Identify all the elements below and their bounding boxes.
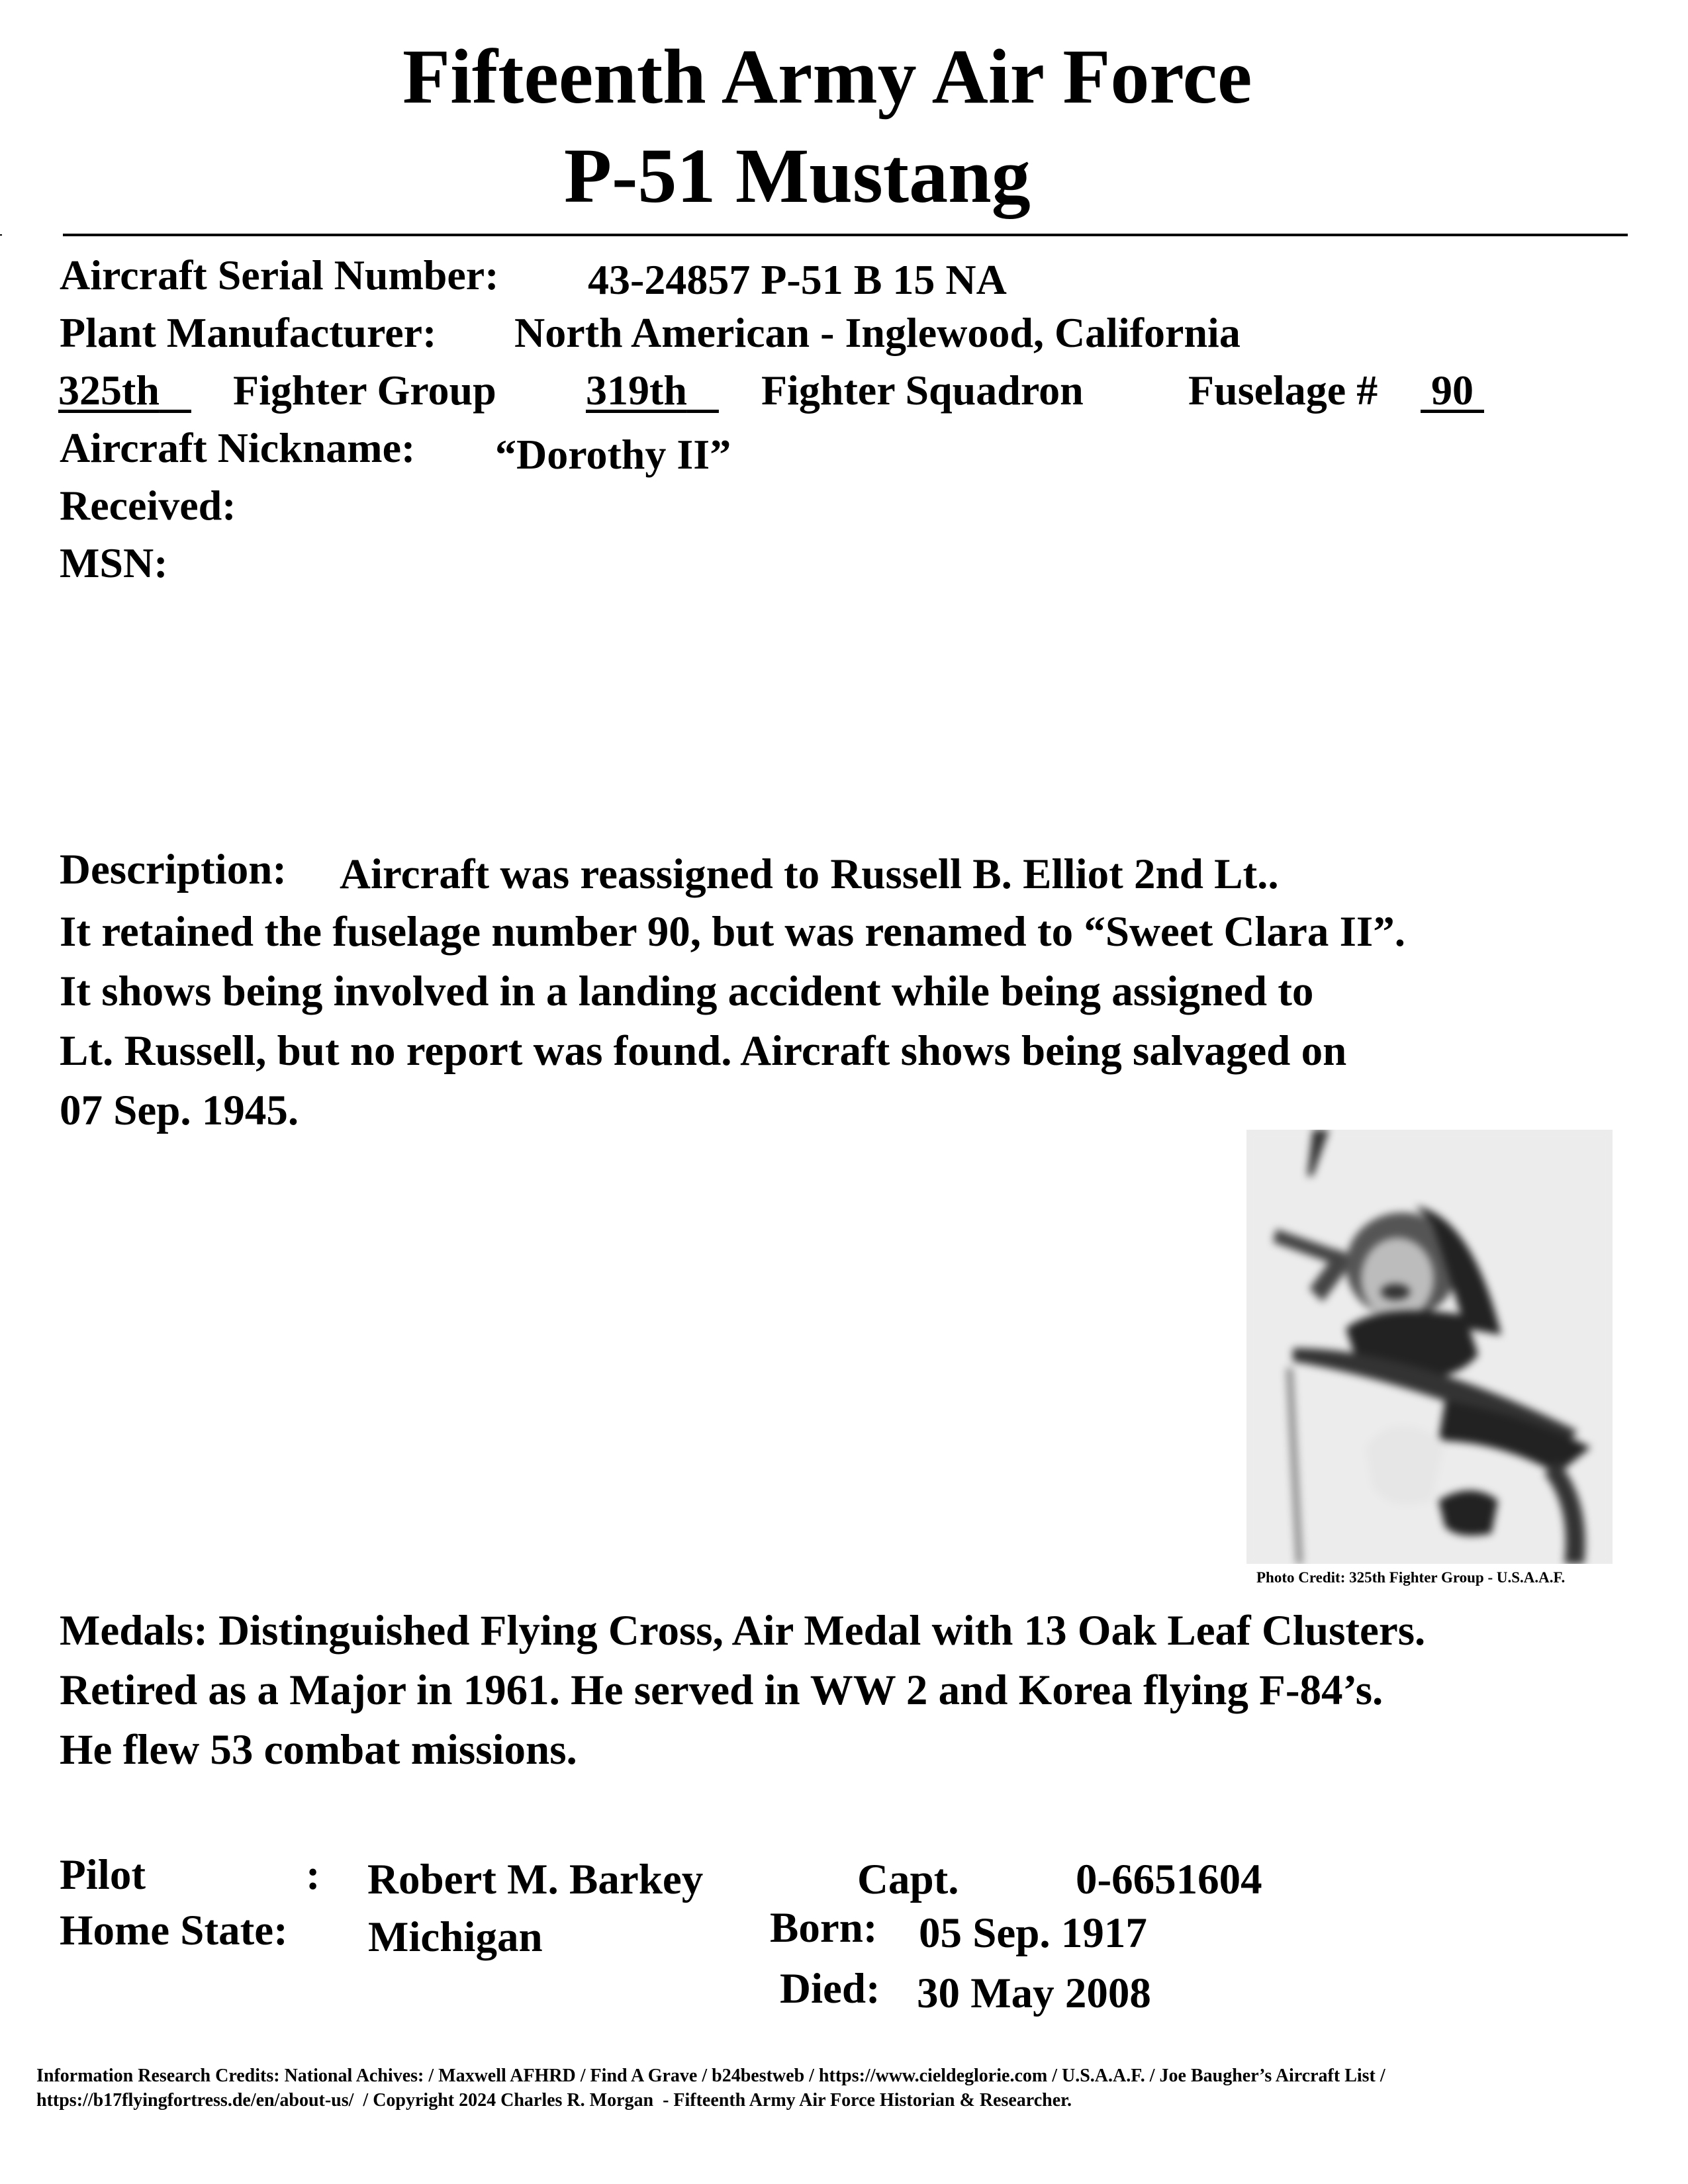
medals-line: Retired as a Major in 1961. He served in WW 2 and Korea flying F-84’s. [60, 1666, 1383, 1714]
pilot-photo-graphic [1246, 1130, 1613, 1564]
medals-line: He flew 53 combat missions. [60, 1726, 577, 1774]
fighter-group-label: Fighter Group [233, 367, 496, 414]
page-title: Fifteenth Army Air Force [402, 33, 1252, 120]
pilot-colon: : [306, 1851, 320, 1899]
nickname-label: Aircraft Nickname: [60, 424, 416, 471]
fuselage-number: 90 [1431, 367, 1474, 414]
fighter-squadron-label: Fighter Squadron [761, 367, 1084, 414]
photo-credit-caption: Photo Credit: 325th Fighter Group - U.S.A.A.F. [1256, 1569, 1566, 1586]
description-line: It retained the fuselage number 90, but was renamed to “Sweet Clara II”. [60, 908, 1405, 956]
fighter-group-value [58, 369, 191, 412]
nickname-value: “Dorothy II” [495, 431, 731, 478]
pilot-rank: Capt. [857, 1856, 959, 1903]
description-label: Description: [60, 846, 287, 893]
header-divider [63, 234, 1628, 236]
fighter-squadron-value [586, 369, 719, 412]
manufacturer-label: Plant Manufacturer: [60, 309, 437, 356]
fighter-group-blank [160, 367, 191, 414]
pilot-label: Pilot [60, 1851, 146, 1899]
pilot-photo [1246, 1130, 1613, 1564]
research-credits-line: Information Research Credits: National Achives: / Maxwell AFHRD / Find A Grave / b24bestweb / https://www.cieldeglorie.com / U.S.A.A.F. / Joe Baugher’s Aircraft List / [36, 2066, 1385, 2086]
serial-number-value: 43-24857 P-51 B 15 NA [588, 256, 1007, 303]
fuselage-blank-left [1421, 367, 1431, 414]
received-label: Received: [60, 482, 236, 529]
description-line: It shows being involved in a landing accident while being assigned to [60, 968, 1314, 1015]
died-label: Died: [780, 1965, 880, 2013]
died-value: 30 May 2008 [917, 1970, 1151, 2017]
medals-line: Medals: Distinguished Flying Cross, Air Medal with 13 Oak Leaf Clusters. [60, 1607, 1426, 1655]
fuselage-value [1421, 369, 1484, 412]
fuselage-label: Fuselage # [1188, 367, 1378, 414]
home-state-label: Home State: [60, 1907, 288, 1954]
copyright-line: https://b17flyingfortress.de/en/about-us/ / Copyright 2024 Charles R. Morgan - Fifteenth Army Air Force Historian & Researcher. [36, 2090, 1072, 2111]
description-line: Aircraft was reassigned to Russell B. Elliot 2nd Lt.. [340, 850, 1279, 898]
pilot-service-number: 0-6651604 [1076, 1856, 1262, 1903]
page-subtitle: P-51 Mustang [564, 132, 1031, 219]
home-state-value: Michigan [368, 1913, 543, 1961]
msn-label: MSN: [60, 539, 168, 586]
born-label: Born: [770, 1904, 878, 1952]
pilot-name: Robert M. Barkey [367, 1856, 704, 1903]
fuselage-blank-right [1474, 367, 1484, 414]
manufacturer-value: North American - Inglewood, California [514, 309, 1241, 356]
edge-mark [0, 234, 2, 236]
born-value: 05 Sep. 1917 [919, 1909, 1147, 1957]
serial-number-label: Aircraft Serial Number: [60, 251, 499, 298]
fighter-squadron-blank [687, 367, 719, 414]
fighter-group-number: 325th [58, 367, 160, 414]
fighter-squadron-number: 319th [586, 367, 687, 414]
description-line: 07 Sep. 1945. [60, 1087, 299, 1134]
description-line: Lt. Russell, but no report was found. Aircraft shows being salvaged on [60, 1027, 1347, 1075]
